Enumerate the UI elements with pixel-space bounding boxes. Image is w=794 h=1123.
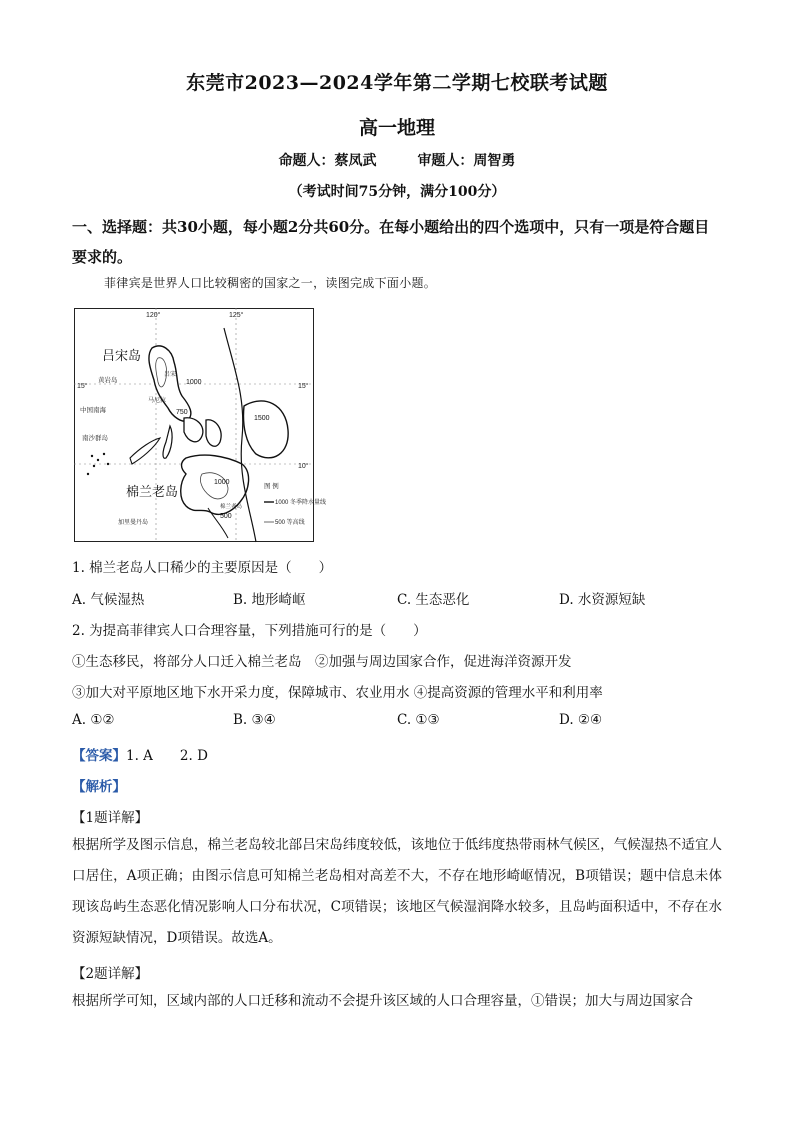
- question-1-stem: 1. 棉兰老岛人口稀少的主要原因是（ ）: [72, 560, 333, 576]
- isohyet-label-1000-north: 1000: [186, 379, 202, 386]
- q1-option-b: B. 地形崎岖: [233, 592, 306, 608]
- exam-subtitle: 高一地理: [358, 117, 435, 139]
- section-intro: 菲律宾是世界人口比较稠密的国家之一，读图完成下面小题。: [104, 276, 437, 290]
- section-heading: 一、选择题：共30小题，每小题2分共60分。在每小题给出的四个选项中，只有一项是符合题目要求的。: [72, 218, 710, 266]
- q2-option-b: B. ③④: [233, 712, 276, 728]
- lat-label-15-right: 15°: [298, 383, 309, 390]
- lon-label-125: 125°: [229, 312, 244, 319]
- q2-option-d: D. ②④: [559, 712, 603, 728]
- q1-option-c: C. 生态恶化: [397, 592, 470, 608]
- q1-option-a: A. 气候湿热: [72, 592, 145, 608]
- q1-option-d: D. 水资源短缺: [559, 592, 646, 608]
- q1-detail-text: 根据所学及图示信息，棉兰老岛较北部吕宋岛纬度较低，该地位于低纬度热带雨林气候区，气候湿热不适宜人口居住，A项正确；由图示信息可知棉兰老岛相对高差不大，不存在地形崎岖情况，B项错误；题中信息未体现该岛屿生态恶化情况影响人口分布状况，C项错误；该地区气候湿润降水较多，且岛屿面积适中，不存在水资源短缺情况，D项错误。故选A。: [72, 837, 722, 946]
- q2-detail-text: 根据所学可知，区域内部的人口迁移和流动不会提升该区域的人口合理容量，①错误；加大与周边国家合: [72, 993, 693, 1009]
- answer-content: 1. A 2. D: [126, 748, 208, 764]
- label-luzon: 吕宋岛: [102, 348, 142, 363]
- answer-label: 【答案】: [72, 748, 126, 764]
- label-mindanao-small: 棉兰老岛: [220, 504, 243, 510]
- exam-authors: [0, 150, 794, 170]
- analysis-label: [72, 775, 126, 795]
- legend-title: 图 例: [264, 483, 279, 490]
- label-mindanao: 棉兰老岛: [126, 484, 179, 499]
- q2-statements-1-2: ①生态移民，将部分人口迁入棉兰老岛 ②加强与周边国家合作，促进海洋资源开发: [72, 654, 572, 670]
- label-manila: 马尼拉: [148, 398, 167, 404]
- lon-label-120: 120°: [146, 312, 161, 319]
- legend-rain-line: 1000 冬季降水量线: [275, 500, 327, 506]
- author-reviewer: 审题人：周智勇: [417, 153, 516, 169]
- isohyet-label-1500: 1500: [254, 415, 270, 422]
- label-luzon-small: 吕宋: [164, 372, 177, 378]
- lat-label-15-left: 15°: [77, 383, 88, 390]
- label-nansha: 南沙群岛: [82, 435, 108, 442]
- isohyet-label-750: 750: [176, 409, 188, 416]
- exam-title: 东莞市2023—2024学年第二学期七校联考试题: [186, 72, 608, 94]
- q1-detail-label: 【1题详解】: [72, 810, 149, 826]
- label-huangyan: 黄岩岛: [98, 377, 118, 384]
- contour-label-500: 500: [220, 513, 232, 520]
- label-kalimantan: 加里曼丹岛: [118, 520, 149, 526]
- lat-label-10: 10°: [298, 463, 309, 470]
- q2-statements-3-4: ③加大对平原地区地下水开采力度，保障城市、农业用水 ④提高资源的管理水平和利用率: [72, 685, 603, 701]
- philippines-map: [74, 308, 327, 542]
- analysis-tag: 【解析】: [72, 779, 126, 795]
- label-scs: 中国南海: [80, 407, 106, 414]
- answer-line: [72, 744, 208, 764]
- q2-detail-label: 【2题详解】: [72, 966, 149, 982]
- isohyet-label-1000-south: 1000: [214, 479, 230, 486]
- q2-option-a: A. ①②: [72, 712, 115, 728]
- legend-contour: 500 等高线: [275, 520, 305, 526]
- q2-option-c: C. ①③: [397, 712, 440, 728]
- author-setter: 命题人：蔡凤武: [278, 153, 377, 169]
- exam-time-info: （考试时间75分钟，满分100分）: [288, 184, 506, 200]
- question-2-stem: 2. 为提高菲律宾人口合理容量，下列措施可行的是（ ）: [72, 623, 427, 639]
